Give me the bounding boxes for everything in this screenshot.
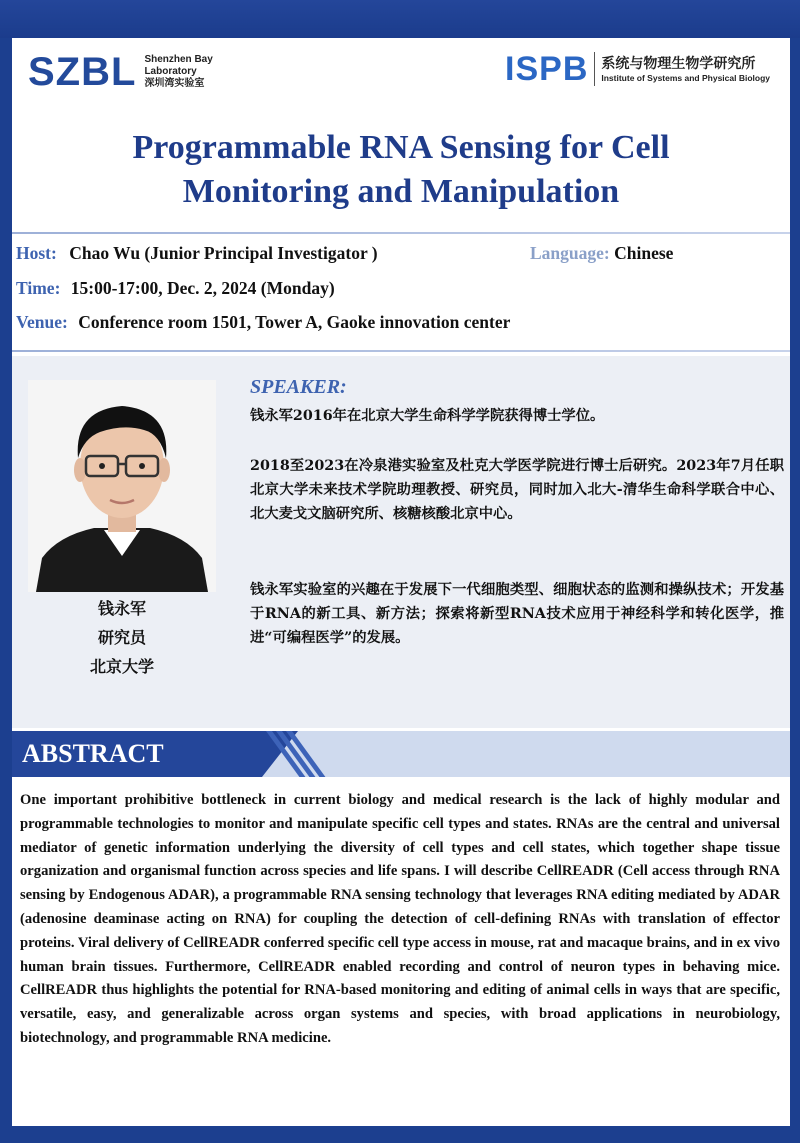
speaker-affiliation: 北京大学 [89, 657, 154, 676]
speaker-bio-paragraph-3: 钱永军实验室的兴趣在于发展下一代细胞类型、细胞状态的监测和操纵技术；开发基于RNA的新工具、新方法；探索将新型RNA技术应用于神经科学和转化医学，推进“可编程医学”的发展。 [250, 582, 784, 646]
speaker-portrait-image [28, 380, 216, 592]
szbl-line3: 深圳湾实验室 [144, 78, 205, 89]
language-label: Language: [530, 243, 610, 263]
seminar-poster [12, 38, 790, 1126]
talk-title-line2: Monitoring and Manipulation [182, 173, 620, 210]
szbl-line2: Laboratory [144, 66, 197, 77]
ispb-logo-mark: ISPB [505, 50, 589, 88]
abstract-heading: ABSTRACT [12, 731, 262, 777]
host-row [16, 243, 378, 264]
szbl-line1: Shenzhen Bay [144, 54, 213, 65]
abstract-body: One important prohibitive bottleneck in current biology and medical research is the lack of highly modular and programmable technologies to monitor and manipulate specific cell types and states. RNAs are the central and universal mediator of genetic information underlying the diversity of cell types and cell states, which together shape tissue organization and organismal function across species and life spans. I will describe CellREADR (Cell access through RNA sensing by Endogenous ADAR), a programmable RNA sensing technology that leverages RNA editing mediated by ADAR (adenosine deaminase acting on RNA) for coupling the detection of cell-defining RNAs with translation of effector proteins. Viral delivery of CellREADR conferred specific cell type access in mouse, rat and macaque brains, and in ex vivo human brain tissues. Furthermore, CellREADR enabled recording and control of neuron types in behaving mice. CellREADR thus highlights the potential for RNA-based monitoring and editing of animal cells in ways that are specific, versatile, easy, and generalizable across organ systems and species, with broad applications in neurobiology, biotechnology, and programmable RNA medicine. [20, 792, 780, 1046]
venue-value: Conference room 1501, Tower A, Gaoke innovation center [78, 312, 511, 332]
divider-top [12, 232, 790, 234]
time-label: Time: [16, 278, 61, 298]
ispb-name-cn: 系统与物理生物学研究所 [601, 55, 756, 72]
szbl-logo-mark: SZBL [28, 50, 137, 94]
time-row [16, 278, 335, 299]
ispb-name-en: Institute of Systems and Physical Biology [601, 72, 770, 83]
language-value: Chinese [614, 243, 674, 263]
speaker-caption [28, 594, 216, 681]
speaker-name: 钱永军 [97, 599, 146, 618]
szbl-logo [28, 52, 213, 92]
language-row [530, 243, 673, 264]
talk-title-line1: Programmable RNA Sensing for Cell [132, 129, 670, 166]
ispb-logo-text [601, 55, 770, 84]
ispb-logo [505, 52, 770, 86]
szbl-logo-text [144, 54, 212, 90]
speaker-bio-paragraph-1: 钱永军2016年在北京大学生命科学学院获得博士学位。 [250, 408, 605, 424]
speaker-bio-paragraph-2: 2018至2023在冷泉港实验室及杜克大学医学院进行博士后研究。2023年7月任职北京大学未来技术学院助理教授、研究员，同时加入北大-清华生命科学联合中心、北大麦戈文脑研究所、核糖核酸北京中心。 [250, 458, 784, 522]
speaker-photo [28, 380, 216, 592]
host-value: Chao Wu (Junior Principal Investigator ) [69, 243, 378, 263]
top-frame-band [0, 0, 800, 38]
divider-bottom [12, 350, 790, 352]
speaker-position: 研究员 [97, 628, 146, 647]
host-label: Host: [16, 243, 57, 263]
venue-row [16, 312, 510, 333]
speaker-section [12, 356, 790, 728]
speaker-heading: SPEAKER: [250, 376, 347, 398]
time-value: 15:00-17:00, Dec. 2, 2024 (Monday) [70, 278, 335, 298]
talk-title [12, 126, 790, 214]
ispb-logo-divider [594, 52, 595, 86]
venue-label: Venue: [16, 312, 68, 332]
